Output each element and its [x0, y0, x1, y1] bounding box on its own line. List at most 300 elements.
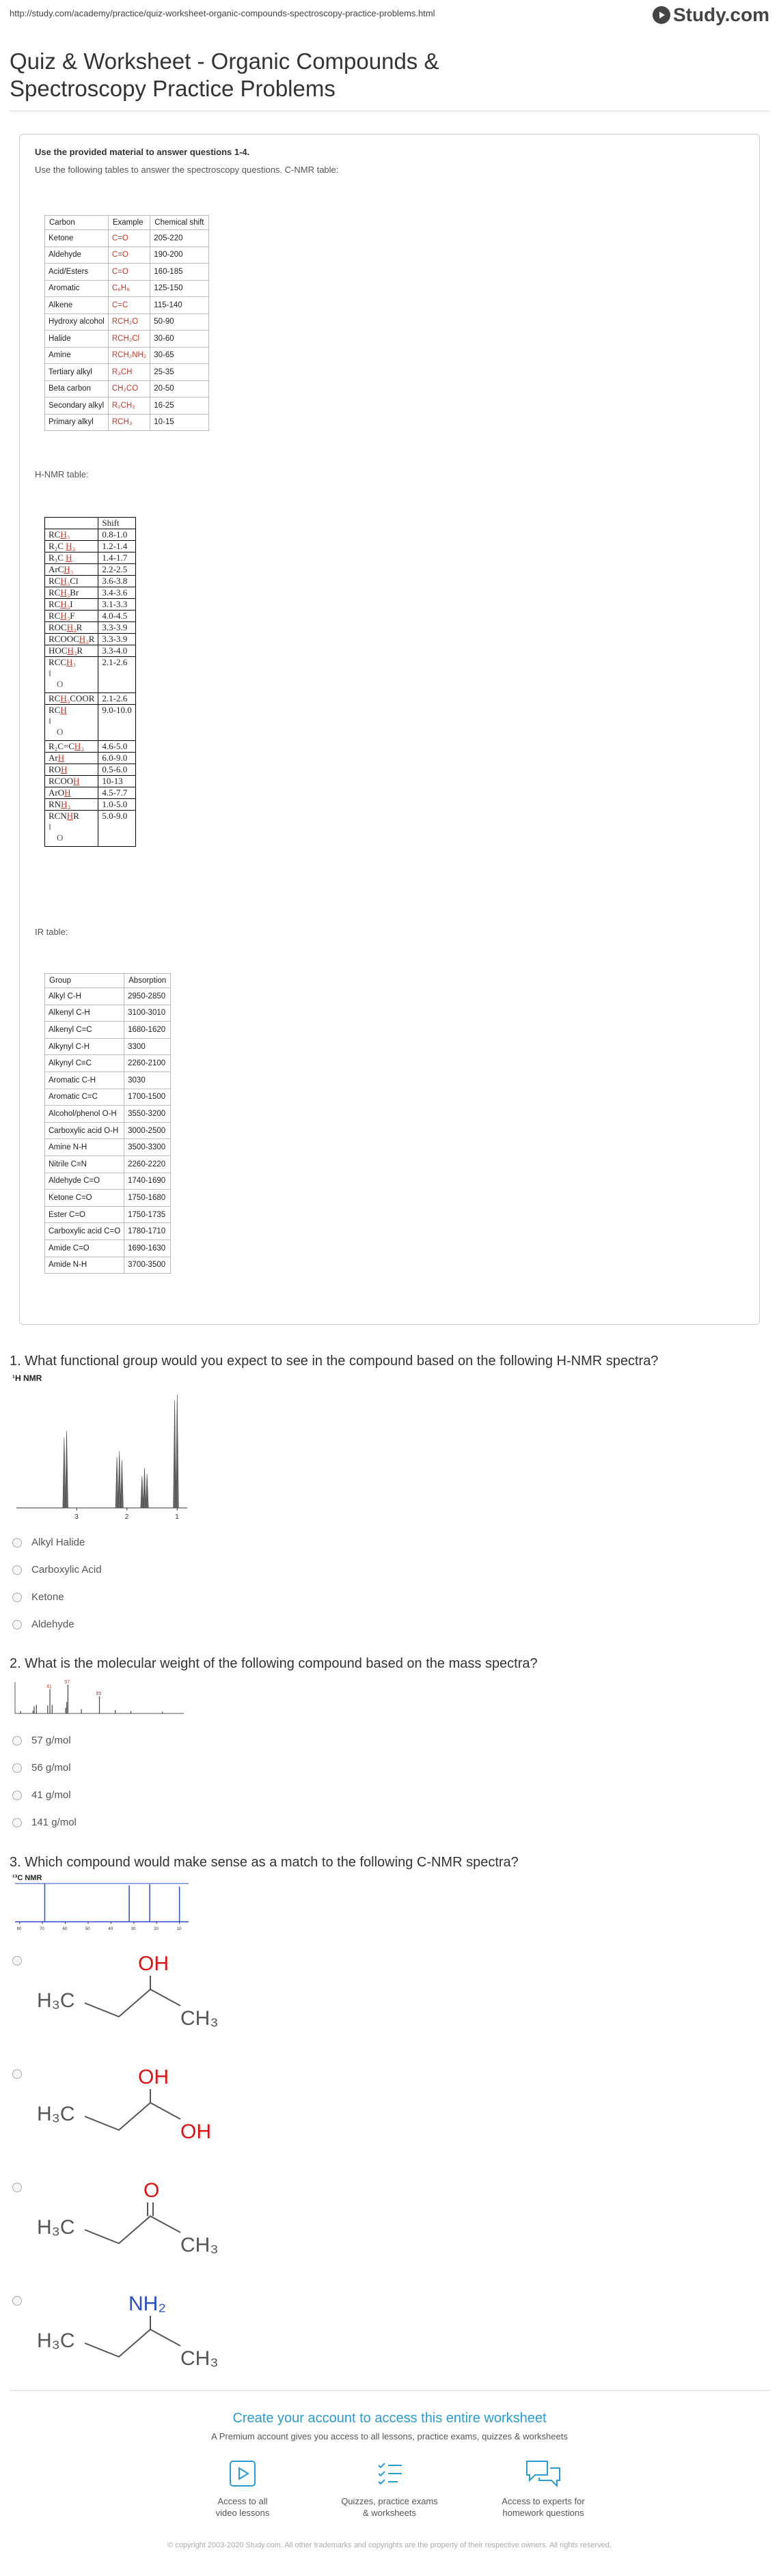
table-cell: Tertiary alkyl: [45, 364, 109, 381]
molecule-right-group: CH₃: [180, 2347, 219, 2370]
feature-line: & worksheets: [362, 2508, 417, 2518]
feature-line: homework questions: [502, 2508, 584, 2518]
table-cell: Alkenyl C=C: [45, 1022, 124, 1039]
option-label: 57 g/mol: [31, 1735, 71, 1746]
answer-option[interactable]: [12, 1762, 71, 1774]
proton-group-cell: [45, 799, 98, 811]
highlighted-proton: H: [60, 705, 67, 715]
table-cell: 30-60: [150, 331, 208, 348]
carbon-chain: [85, 2103, 180, 2130]
answer-option[interactable]: [12, 1619, 74, 1630]
feature-experts: [472, 2459, 615, 2519]
proton-group-cell: [45, 622, 98, 634]
table-row: [45, 1089, 171, 1106]
table-row: [45, 1038, 171, 1055]
highlighted-proton: H: [57, 753, 65, 763]
hnmr-table: [44, 517, 136, 847]
group-prefix: ROC: [49, 622, 67, 632]
table-cell: Alkyl C-H: [45, 988, 124, 1005]
shift-cell: 2.2-2.5: [98, 564, 135, 576]
table-row: [45, 347, 209, 364]
table-cell: Alkynyl C≡C: [45, 1055, 124, 1072]
shift-cell: 3.3-3.9: [98, 634, 135, 645]
table-cell: 125-150: [150, 280, 208, 297]
group-suffix: Cl: [70, 576, 79, 586]
table-row: [45, 576, 136, 587]
table-header-row: [45, 518, 136, 529]
table-row: [45, 988, 171, 1005]
table-row: [45, 741, 136, 753]
molecule-left-group: H₃C: [37, 2329, 75, 2352]
table-cell: Alcohol/phenol O-H: [45, 1106, 124, 1123]
group-suffix: COOR: [70, 693, 95, 703]
table-cell: Aromatic C-H: [45, 1072, 124, 1089]
table-cell: Carboxylic acid C=O: [45, 1223, 124, 1240]
x-tick-label: 30: [131, 1927, 136, 1931]
option-label: 141 g/mol: [31, 1817, 77, 1828]
table-row: [45, 1206, 171, 1223]
highlighted-proton: H₂: [60, 611, 70, 621]
table-cell: C=O: [108, 230, 150, 247]
table-row: [45, 764, 136, 776]
table-row: [45, 1240, 171, 1257]
radio-button[interactable]: [12, 1538, 22, 1548]
proton-group-cell: [45, 611, 98, 622]
proton-group-cell: [45, 787, 98, 799]
checklist-icon: [374, 2459, 405, 2489]
table-row: [45, 657, 136, 693]
table-row: [45, 776, 136, 787]
table-cell: 10-15: [150, 414, 208, 431]
shift-cell: 3.6-3.8: [98, 576, 135, 587]
double-bond-mark: ‖: [49, 716, 51, 726]
table-row: [45, 297, 209, 314]
table-cell: Ketone: [45, 230, 109, 247]
x-tick-label: 20: [154, 1927, 159, 1931]
molecule-right-group: CH₃: [180, 2007, 219, 2030]
table-row: [45, 634, 136, 645]
shift-cell: 2.1-2.6: [98, 657, 135, 693]
table-cell: RCH₂Cl: [108, 331, 150, 348]
group-prefix: RC: [49, 705, 61, 715]
nmr-peak: [118, 1451, 121, 1508]
proton-group-cell: [45, 634, 98, 645]
proton-group-cell: [45, 776, 98, 787]
x-tick-label: 60: [62, 1927, 68, 1931]
ir-table: [44, 973, 171, 1274]
group-prefix: Ar: [49, 753, 58, 763]
shift-cell: 5.0-9.0: [98, 811, 135, 847]
peak-label: 57: [64, 1680, 70, 1685]
table-row: [45, 799, 136, 811]
molecule-top-group: OH: [138, 2066, 169, 2088]
radio-button[interactable]: [12, 1565, 22, 1575]
proton-group-cell: [45, 541, 98, 552]
table-cell: 3500-3300: [124, 1139, 171, 1156]
table-cell: 50-90: [150, 313, 208, 331]
radio-button[interactable]: [12, 1956, 22, 1965]
nmr-peak: [146, 1474, 148, 1508]
answer-option[interactable]: [12, 1591, 64, 1603]
nmr-peak: [141, 1476, 144, 1508]
group-prefix: RCOOC: [49, 634, 79, 644]
carbon-chain: [85, 2216, 180, 2243]
radio-button[interactable]: [12, 1791, 22, 1800]
proton-group-cell: [45, 576, 98, 587]
table-row: [45, 414, 209, 431]
group-prefix: HOC: [49, 645, 68, 656]
double-bond-mark: ‖: [49, 668, 51, 678]
table-cell: Halide: [45, 331, 109, 348]
nmr-peak: [66, 1431, 68, 1508]
table-row: [45, 331, 209, 348]
feature-line: Access to experts for: [502, 2496, 585, 2506]
group-prefix: R₂C=C: [49, 741, 74, 751]
table-row: [45, 1190, 171, 1207]
table-cell: C=O: [108, 264, 150, 281]
x-tick-label: 2: [124, 1513, 129, 1521]
table-row: [45, 1223, 171, 1240]
group-prefix: ArC: [49, 564, 64, 574]
chart-title: ¹³C NMR: [12, 1874, 42, 1882]
table-cell: Alkene: [45, 297, 109, 314]
carbonyl-oxygen: O: [57, 679, 64, 689]
table-row: [45, 529, 136, 541]
highlighted-proton: H₃: [66, 657, 76, 667]
cta-subtitle: A Premium account gives you access to all lessons, practice exams, quizzes & worksheets: [211, 2431, 568, 2441]
table-cell: 1740-1690: [124, 1173, 171, 1190]
column-header: Example: [108, 216, 150, 230]
table-cell: Beta carbon: [45, 380, 109, 397]
group-suffix: R: [76, 622, 83, 632]
table-header-row: [45, 216, 209, 230]
highlighted-proton: H₂: [79, 634, 89, 644]
table-header-row: [45, 974, 171, 988]
radio-button[interactable]: [12, 1620, 22, 1629]
table-cell: CH₂CO: [108, 380, 150, 397]
feature-line: Access to all: [217, 2496, 268, 2506]
molecule-top-group: O: [144, 2179, 160, 2202]
proton-group-cell: [45, 645, 98, 657]
table-cell: 190-200: [150, 247, 208, 264]
group-prefix: RO: [49, 764, 62, 774]
table-cell: 115-140: [150, 297, 208, 314]
create-account-link[interactable]: Create your account to access this entire worksheet: [232, 2411, 547, 2426]
table-row: [45, 1122, 171, 1139]
table-row: [45, 599, 136, 611]
question-3: 3. Which compound would make sense as a match to the following C-NMR spectra?: [10, 1855, 519, 1870]
option-label: Ketone: [31, 1591, 64, 1603]
reference-material-box: [19, 134, 760, 1325]
nmr-peak: [120, 1460, 123, 1508]
molecule-left-group: H₃C: [37, 2103, 75, 2125]
table-cell: 2260-2100: [124, 1055, 171, 1072]
highlighted-proton: H₂: [66, 541, 76, 551]
group-prefix: R₂C: [49, 541, 66, 551]
shift-cell: 10-13: [98, 776, 135, 787]
mass-spectrum-chart: [10, 1677, 187, 1719]
molecule-right-group: OH: [180, 2120, 211, 2143]
group-prefix: RC: [49, 611, 61, 621]
proton-group-cell: [45, 705, 98, 741]
group-suffix: R: [88, 634, 95, 644]
shift-cell: 2.1-2.6: [98, 693, 135, 705]
radio-button[interactable]: [12, 2183, 22, 2192]
answer-option[interactable]: [12, 1735, 71, 1746]
nmr-peak: [115, 1457, 118, 1508]
table-row: [45, 1156, 171, 1173]
table-cell: 3030: [124, 1072, 171, 1089]
table-cell: 3100-3010: [124, 1005, 171, 1022]
cnmr-spectrum-chart: [10, 1873, 194, 1934]
table-row: [45, 693, 136, 705]
shift-cell: 4.0-4.5: [98, 611, 135, 622]
table-cell: Primary alkyl: [45, 414, 109, 431]
group-suffix: R: [73, 811, 79, 821]
highlighted-proton: H₂: [66, 622, 77, 632]
table-row: [45, 280, 209, 297]
highlighted-proton: H₂: [60, 599, 70, 609]
table-cell: 20-50: [150, 380, 208, 397]
feature-line: Quizzes, practice exams: [341, 2496, 438, 2506]
table-cell: R₂CH₂: [108, 397, 150, 415]
highlighted-proton: H: [66, 811, 74, 821]
table-cell: Amine N-H: [45, 1139, 124, 1156]
group-prefix: ArO: [49, 787, 65, 798]
molecule-top-group: NH₂: [128, 2293, 166, 2315]
carbonyl-oxygen: O: [57, 832, 64, 843]
nmr-peak: [176, 1395, 178, 1508]
copyright-footer: © copyright 2003-2020 Study.com. All other trademarks and copyrights are the property of their respective owners. All rights reserved.: [167, 2541, 612, 2549]
table-cell: 3550-3200: [124, 1106, 171, 1123]
table-cell: 2260-2220: [124, 1156, 171, 1173]
peak-label: 85: [96, 1691, 102, 1696]
table-row: [45, 1257, 171, 1274]
shift-cell: 3.3-4.0: [98, 645, 135, 657]
question-1: 1. What functional group would you expect to see in the compound based on the following H-NMR spectra?: [10, 1354, 659, 1369]
column-header: Absorption: [124, 974, 171, 988]
highlighted-proton: H₃: [64, 564, 74, 574]
option-label: Aldehyde: [31, 1619, 74, 1630]
table-cell: C=O: [108, 247, 150, 264]
table-row: [45, 811, 136, 847]
proton-group-cell: [45, 811, 98, 847]
table-row: [45, 1106, 171, 1123]
group-prefix: RCN: [49, 811, 67, 821]
table-cell: 1700-1500: [124, 1089, 171, 1106]
shift-cell: 1.4-1.7: [98, 552, 135, 564]
radio-button[interactable]: [12, 1736, 22, 1746]
page-title: Quiz & Worksheet - Organic Compounds & Spectroscopy Practice Problems: [10, 48, 439, 101]
molecule-option-1[interactable]: [36, 1950, 219, 2032]
material-heading: Use the provided material to answer questions 1-4.: [35, 147, 250, 157]
highlighted-proton: H: [61, 764, 68, 774]
table-cell: Amide N-H: [45, 1257, 124, 1274]
table-cell: 2950-2850: [124, 988, 171, 1005]
nmr-peak: [144, 1468, 146, 1508]
table-row: [45, 1072, 171, 1089]
shift-cell: 3.3-3.9: [98, 622, 135, 634]
table-cell: 1680-1620: [124, 1022, 171, 1039]
chat-icon: [524, 2459, 562, 2489]
molecule-option-3[interactable]: [36, 2176, 219, 2258]
table-cell: 16-25: [150, 397, 208, 415]
shift-cell: 4.5-7.7: [98, 787, 135, 799]
proton-group-cell: [45, 657, 98, 693]
group-suffix: R: [77, 645, 83, 656]
column-header: Shift: [98, 518, 135, 529]
proton-group-cell: [45, 552, 98, 564]
highlighted-proton: H₂: [74, 741, 84, 751]
cnmr-table: [44, 215, 209, 431]
answer-option[interactable]: [12, 1564, 102, 1576]
molecule-option-4[interactable]: [36, 2290, 219, 2372]
table-cell: 25-35: [150, 364, 208, 381]
double-bond-mark: ‖: [49, 822, 51, 832]
answer-option[interactable]: [12, 1537, 85, 1548]
molecule-option-2[interactable]: [36, 2063, 213, 2145]
play-icon: [653, 6, 670, 24]
table-cell: 205-220: [150, 230, 208, 247]
table-row: [45, 541, 136, 552]
video-icon: [228, 2459, 258, 2489]
shift-cell: 3.1-3.3: [98, 599, 135, 611]
group-suffix: F: [70, 611, 75, 621]
table-row: [45, 645, 136, 657]
table-row: [45, 380, 209, 397]
group-prefix: RN: [49, 799, 62, 809]
study-logo[interactable]: [653, 4, 769, 26]
logo-text: Study.com: [672, 4, 769, 25]
radio-button[interactable]: [12, 1763, 22, 1773]
highlighted-proton: H₂: [67, 645, 77, 656]
x-tick-label: 50: [85, 1927, 90, 1931]
table-cell: 1780-1710: [124, 1223, 171, 1240]
shift-cell: 9.0-10.0: [98, 705, 135, 741]
group-prefix: RC: [49, 599, 61, 609]
table-cell: Amine: [45, 347, 109, 364]
table-cell: Secondary alkyl: [45, 397, 109, 415]
empty-header-cell: [45, 518, 98, 529]
table-cell: Carboxylic acid O-H: [45, 1122, 124, 1139]
answer-option[interactable]: [12, 1817, 77, 1828]
shift-cell: 0.5-6.0: [98, 764, 135, 776]
table-cell: Aromatic: [45, 280, 109, 297]
group-suffix: Br: [70, 587, 79, 598]
table-cell: RCH₂O: [108, 313, 150, 331]
table-cell: 3300: [124, 1038, 171, 1055]
x-tick-label: 70: [40, 1927, 44, 1931]
group-prefix: R₃C: [49, 552, 66, 563]
table-row: [45, 1139, 171, 1156]
highlighted-proton: H₂: [60, 587, 70, 598]
table-row: [45, 264, 209, 281]
table-row: [45, 247, 209, 264]
proton-group-cell: [45, 564, 98, 576]
column-header: Carbon: [45, 216, 109, 230]
question-2: 2. What is the molecular weight of the following compound based on the mass spectra?: [10, 1656, 538, 1671]
highlighted-proton: H₂: [61, 799, 70, 809]
table-cell: Amide C=O: [45, 1240, 124, 1257]
proton-group-cell: [45, 587, 98, 599]
table-cell: Alkynyl C-H: [45, 1038, 124, 1055]
carbon-chain: [85, 1989, 180, 2017]
hnmr-caption: H-NMR table:: [35, 469, 89, 479]
table-cell: 30-65: [150, 347, 208, 364]
chart-title: ¹H NMR: [12, 1373, 42, 1383]
highlighted-proton: H₂: [60, 693, 70, 703]
shift-cell: 3.4-3.6: [98, 587, 135, 599]
peak-label: 41: [46, 1684, 52, 1690]
highlighted-proton: H: [64, 787, 71, 798]
shift-cell: 0.8-1.0: [98, 529, 135, 541]
x-tick-label: 80: [16, 1927, 22, 1931]
table-row: [45, 1005, 171, 1022]
option-label: Alkyl Halide: [31, 1537, 85, 1548]
group-prefix: RC: [49, 529, 61, 540]
feature-quizzes: [318, 2459, 461, 2519]
x-tick-label: 3: [74, 1513, 79, 1521]
molecule-right-group: CH₃: [180, 2234, 219, 2256]
proton-group-cell: [45, 599, 98, 611]
group-prefix: RCC: [49, 657, 67, 667]
x-tick-label: 40: [108, 1927, 113, 1931]
table-row: [45, 397, 209, 415]
column-header: Chemical shift: [150, 216, 208, 230]
table-cell: RCH₂NH₂: [108, 347, 150, 364]
shift-cell: 4.6-5.0: [98, 741, 135, 753]
table-cell: C=C: [108, 297, 150, 314]
table-row: [45, 587, 136, 599]
radio-button[interactable]: [12, 1818, 22, 1828]
table-row: [45, 787, 136, 799]
molecule-left-group: H₃C: [37, 2216, 75, 2239]
radio-button[interactable]: [12, 2296, 22, 2306]
table-row: [45, 1055, 171, 1072]
shift-cell: 1.2-1.4: [98, 541, 135, 552]
radio-button[interactable]: [12, 2069, 22, 2079]
table-row: [45, 753, 136, 764]
table-row: [45, 1022, 171, 1039]
proton-group-cell: [45, 764, 98, 776]
table-row: [45, 364, 209, 381]
shift-cell: 6.0-9.0: [98, 753, 135, 764]
table-cell: 1690-1630: [124, 1240, 171, 1257]
table-cell: Alkenyl C-H: [45, 1005, 124, 1022]
highlighted-proton: H: [73, 776, 80, 786]
proton-group-cell: [45, 693, 98, 705]
radio-button[interactable]: [12, 1593, 22, 1602]
table-cell: Ketone C=O: [45, 1190, 124, 1207]
table-cell: RCH₃: [108, 414, 150, 431]
table-row: [45, 611, 136, 622]
nmr-peak: [174, 1400, 176, 1508]
proton-group-cell: [45, 529, 98, 541]
table-cell: Ester C=O: [45, 1206, 124, 1223]
answer-option[interactable]: [12, 1789, 71, 1801]
table-cell: 3000-2500: [124, 1122, 171, 1139]
table-cell: Acid/Esters: [45, 264, 109, 281]
feature-video-lessons: [171, 2459, 314, 2519]
column-header: Group: [45, 974, 124, 988]
table-row: [45, 705, 136, 741]
x-tick-label: 1: [175, 1513, 179, 1521]
table-cell: Nitrile C≡N: [45, 1156, 124, 1173]
material-intro: Use the following tables to answer the spectroscopy questions. C-NMR table:: [35, 165, 339, 175]
table-cell: 1750-1680: [124, 1190, 171, 1207]
table-cell: Aldehyde C=O: [45, 1173, 124, 1190]
x-tick-label: 10: [176, 1927, 182, 1931]
